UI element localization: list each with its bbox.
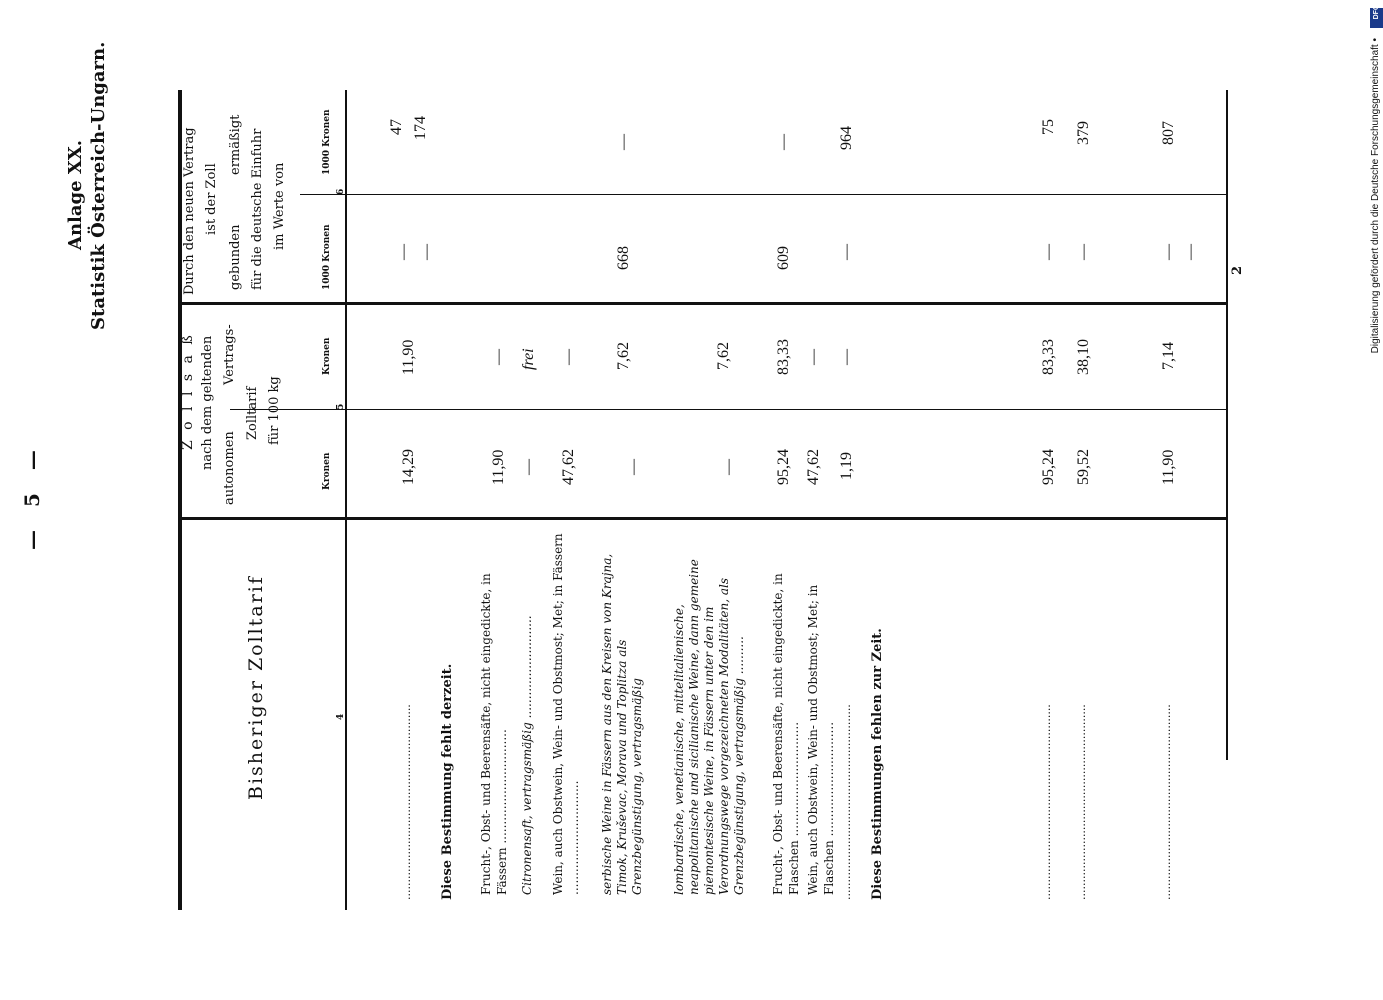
col5-col6-divider [178,302,1226,305]
col5-sub-autonomen: autonomen [222,431,237,505]
row-3-text: Diese Bestimmung fehlt derzeit. [440,663,455,900]
row-15-ermaessigt: 807 [1160,121,1177,145]
row-7-autonom: — [625,459,642,475]
col6-title-2: ist der Zoll [204,163,219,235]
row-15-autonom: 11,90 [1160,449,1177,485]
col6-unit-b: 1000 Kronen [322,109,332,175]
row-4-vertrag: — [490,349,507,365]
col5-title-1: Z o l l s a ß [180,332,196,450]
col5-sub-100kg: für 100 kg [267,376,282,445]
row-1-gebunden: — [395,244,412,260]
statistik-subtitle: Statistik Österreich-Ungarn. [88,41,109,330]
header-bottom-rule [345,90,347,910]
row-9-autonom: 95,24 [775,449,792,485]
row-4-text: Frucht-, Obst- und Beerensäfte, nicht eingedickte, in Fässern .............................. [479,573,509,895]
row-10-autonom: 47,62 [805,449,822,485]
row-5-text: Citronensaft, vertragsmäßig ........................... [520,615,534,895]
row-9-ermaessigt: — [775,134,792,150]
col5-number: 5 [336,403,346,410]
row-5-vertrag: frei [520,348,537,370]
col5-unit-a: Kronen [322,452,332,490]
page-number: — 5 — [20,442,44,550]
row-14-autonom: 59,52 [1075,449,1092,485]
col4-title: Bisheriger Zolltarif [245,575,267,800]
row-14-gebunden: — [1075,244,1092,260]
row-7-text: serbische Weine in Fässern aus den Kreisen von Krajna, Timok, Kruševac, Morava und Toplitza als Grenzbegünstigung, vertragsmäßig [600,553,644,895]
col6-sub-werte: im Werte von [272,162,287,250]
row-9-gebunden: 609 [775,246,792,270]
dfg-credit-text: Digitalisierung gefördert durch die Deutsche Forschungsgemeinschaft • [1370,38,1381,354]
row-8-text: lombardische, venetianische, mittelitalienische, neapolitanische und sicilianische Weine, dann gemeine piemontesische Weine, in Fässern unter den im Verordnungswege vorgezeichneten Modalitäten, als Grenzbegünstigung, vertragsmäßig .......... [672,559,746,895]
row-13-gebunden: — [1040,244,1057,260]
row-4-autonom: 11,90 [490,449,507,485]
row-15-text: ........................................................ [1160,704,1173,900]
row-11-gebunden: — [838,244,855,260]
col4-number: 4 [336,713,346,720]
row-14-vertrag: 38,10 [1075,339,1092,375]
anlage-title: Anlage XX. [65,139,86,250]
col6-title-1: Durch den neuen Vertrag [182,127,197,295]
row-1-autonom: 14,29 [400,449,417,485]
col4-col5-divider [178,517,1226,520]
signature-mark: 2 [1230,265,1245,275]
row-12-text: Diese Bestimmungen fehlen zur Zeit. [870,628,885,900]
row-7-ermaessigt: — [615,134,632,150]
row-1-vertrag: 11,90 [400,339,417,375]
dfg-credit [1370,4,1383,388]
row-9-vertrag: 83,33 [775,339,792,375]
row-6-autonom: 47,62 [560,449,577,485]
col5-sub-zolltarif: Zolltarif [245,386,260,440]
row-7-vertrag: 7,62 [615,342,632,370]
row-5-autonom: — [520,459,537,475]
row-10-vertrag: — [805,349,822,365]
row-13-ermaessigt: 75 [1040,119,1057,135]
row-11-autonom: 1,19 [838,452,855,480]
col6-number: 6 [336,188,346,195]
col6-subdivider [300,194,1226,195]
row-2-gebunden: — [418,244,435,260]
row-16-gebunden: — [1182,244,1199,260]
row-15-vertrag: 7,14 [1160,342,1177,370]
row-8-autonom: — [720,459,737,475]
col5-title-2: nach dem geltenden [200,335,215,470]
row-14-text: ........................................................ [1075,704,1088,900]
row-11-ermaessigt: 964 [838,126,855,150]
row-9-text: Frucht-, Obst- und Beerensäfte, nicht eingedickte, in Flaschen .............................. [771,573,801,895]
row-8-vertrag: 7,62 [715,342,732,370]
col6-sub-ermaessigt: ermäßigt [228,114,243,175]
row-14-ermaessigt: 379 [1075,121,1092,145]
col5-sub-vertrags: Vertrags- [222,324,237,385]
col6-sub-gebunden: gebunden [228,224,243,290]
col5-subdivider [230,409,1226,410]
row-2-ermaessigt: 174 [412,116,429,140]
row-13-vertrag: 83,33 [1040,339,1057,375]
row-13-autonom: 95,24 [1040,449,1057,485]
col6-sub-einfuhr: für die deutsche Einfuhr [250,128,265,290]
rotated-table-page [20,41,1290,940]
table-bottom-rule [1226,90,1228,760]
row-11-text: ........................................................ [840,704,853,900]
col5-unit-b: Kronen [322,337,332,375]
row-11-vertrag: — [838,349,855,365]
row-13-text: ........................................................ [1040,704,1053,900]
row-7-gebunden: 668 [615,246,632,270]
row-1-text: ........................................................ [400,704,413,900]
row-15-gebunden: — [1160,244,1177,260]
row-6-vertrag: — [560,349,577,365]
row-10-text: Wein, auch Obstwein, Wein- und Obstmost; Met; in Flaschen .............................. [806,584,836,895]
col6-unit-a: 1000 Kronen [322,224,332,290]
row-1-ermaessigt: 47 [388,119,405,135]
dfg-logo-icon: DFG [1370,8,1383,28]
row-6-text: Wein, auch Obstwein, Wein- und Obstmost; Met; in Fässern .............................. [551,533,581,895]
